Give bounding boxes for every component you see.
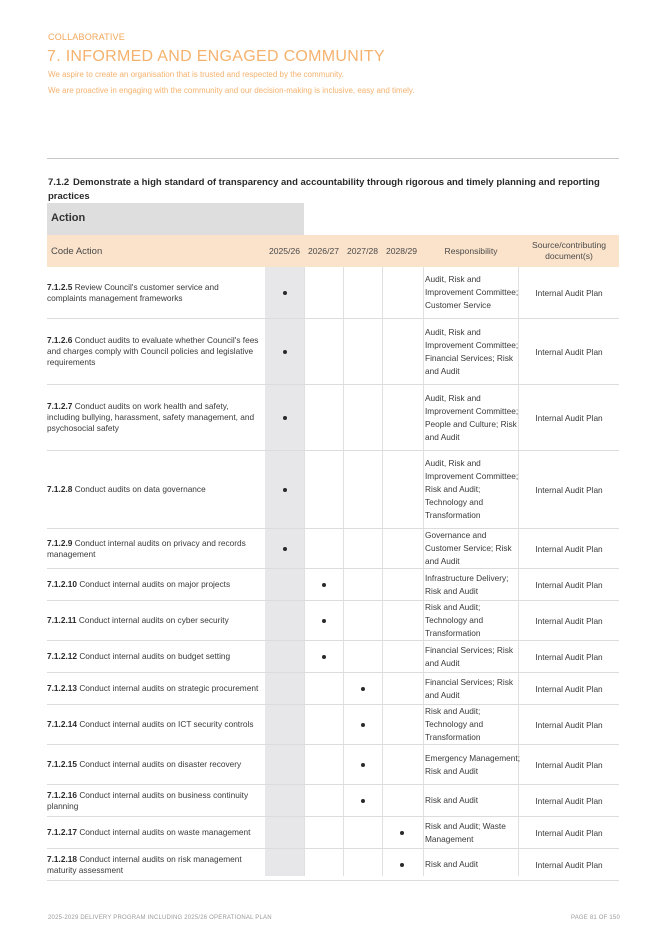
responsibility-text: Audit, Risk and Improvement Committee; Risk and Audit; Technology and Transformation [425, 458, 519, 520]
action-code: 7.1.2.12 [47, 651, 77, 661]
action-label: Conduct internal audits on risk management maturity assessment [47, 853, 242, 875]
strategy-heading [48, 176, 613, 204]
action-text [47, 615, 229, 626]
action-description [47, 673, 259, 704]
responsibility-text: Emergency Management; Risk and Audit [425, 752, 521, 776]
responsibility-cell [425, 745, 521, 784]
action-label: Conduct audits to evaluate whether Council's fees and charges comply with Council policies and legislative requirements [47, 335, 259, 367]
action-label: Conduct internal audits on major projects [79, 579, 231, 589]
delivery-year-marker [361, 799, 365, 803]
action-text [47, 827, 250, 838]
source-document-cell: Internal Audit Plan [535, 484, 603, 495]
column-header-code-action: Code Action [51, 245, 103, 257]
source-document-cell: Internal Audit Plan [535, 543, 603, 554]
table-row [47, 267, 619, 319]
action-code: 7.1.2.17 [47, 827, 77, 837]
action-code: 7.1.2.10 [47, 579, 77, 589]
column-header-year-4: 2028/29 [385, 246, 418, 256]
delivery-year-marker [283, 350, 287, 354]
responsibility-text: Risk and Audit [425, 859, 479, 869]
responsibility-cell [425, 817, 521, 848]
action-code: 7.1.2.7 [47, 401, 73, 411]
table-row [47, 529, 619, 569]
action-description [47, 705, 259, 744]
source-document-cell: Internal Audit Plan [535, 651, 603, 662]
table-row [47, 705, 619, 745]
action-code: 7.1.2.15 [47, 759, 77, 769]
action-label: Review Council's customer service and complaints management frameworks [47, 281, 219, 303]
action-text [47, 538, 259, 560]
delivery-year-marker [400, 831, 404, 835]
action-label: Conduct internal audits on budget setting [79, 651, 231, 661]
action-description [47, 319, 259, 384]
responsibility-cell [425, 385, 521, 450]
delivery-year-marker [322, 583, 326, 587]
responsibility-text: Audit, Risk and Improvement Committee; Customer Service [425, 274, 519, 310]
responsibility-cell [425, 673, 521, 704]
action-label: Conduct internal audits on business continuity planning [47, 789, 249, 811]
source-document-cell: Internal Audit Plan [535, 287, 603, 298]
action-description [47, 267, 259, 318]
action-description [47, 529, 259, 568]
table-row [47, 673, 619, 705]
action-code: 7.1.2.14 [47, 719, 77, 729]
responsibility-cell [425, 569, 521, 600]
action-text [47, 759, 241, 770]
action-code: 7.1.2.9 [47, 537, 73, 548]
delivery-year-marker [283, 488, 287, 492]
source-document-cell: Internal Audit Plan [535, 615, 603, 626]
responsibility-cell [425, 849, 521, 880]
action-text [47, 651, 230, 662]
responsibility-text: Risk and Audit; Technology and Transformation [425, 602, 484, 638]
delivery-year-marker [283, 547, 287, 551]
responsibility-text: Risk and Audit; Technology and Transformation [425, 706, 484, 742]
table-row [47, 785, 619, 817]
delivery-year-marker [322, 655, 326, 659]
action-description [47, 817, 259, 848]
delivery-year-marker [283, 291, 287, 295]
action-label: Conduct audits on data governance [74, 484, 206, 494]
action-text [47, 854, 259, 876]
delivery-year-marker [283, 416, 287, 420]
source-document-cell: Internal Audit Plan [535, 412, 603, 423]
source-document-cell: Internal Audit Plan [535, 795, 603, 806]
responsibility-text: Audit, Risk and Improvement Committee; Financial Services; Risk and Audit [425, 326, 519, 376]
strategy-text: Demonstrate a high standard of transparency and accountability through rigorous and timely planning and reporting practices [48, 177, 600, 202]
action-description [47, 601, 259, 640]
action-label: Conduct internal audits on privacy and records management [47, 537, 246, 559]
responsibility-text: Financial Services; Risk and Audit [425, 644, 514, 668]
delivery-year-marker [361, 687, 365, 691]
action-text [47, 484, 206, 495]
responsibility-text: Risk and Audit; Waste Management [425, 820, 506, 844]
action-label: Conduct internal audits on cyber security [78, 615, 229, 625]
action-code: 7.1.2.11 [47, 615, 77, 625]
table-row [47, 385, 619, 451]
action-text [47, 579, 230, 590]
responsibility-cell [425, 267, 521, 318]
responsibility-cell [425, 451, 521, 528]
table-row [47, 745, 619, 785]
action-label: Conduct audits on work health and safety, including bullying, harassment, safety management, and psychosocial safety [47, 401, 255, 433]
action-text [47, 719, 253, 730]
footer-page-number: PAGE 81 OF 150 [570, 915, 620, 921]
table-row [47, 817, 619, 849]
action-header: Action [47, 203, 304, 235]
column-header-year-1: 2025/26 [268, 246, 301, 256]
action-code: 7.1.2.6 [47, 335, 73, 345]
action-code: 7.1.2.5 [47, 281, 73, 292]
action-description [47, 785, 259, 816]
source-document-cell: Internal Audit Plan [535, 859, 603, 870]
responsibility-cell [425, 529, 521, 568]
delivery-year-marker [361, 763, 365, 767]
responsibility-cell [425, 319, 521, 384]
action-label: Conduct internal audits on disaster recovery [79, 759, 242, 769]
delivery-year-marker [400, 863, 404, 867]
action-label: Conduct internal audits on waste management [79, 827, 251, 837]
column-header-source: Source/contributing document(s) [531, 240, 607, 261]
action-code: 7.1.2.18 [47, 853, 77, 864]
strategy-code: 7.1.2 [48, 177, 70, 188]
action-label: Conduct internal audits on ICT security controls [79, 719, 254, 729]
delivery-year-marker [322, 619, 326, 623]
action-description [47, 385, 259, 450]
responsibility-text: Risk and Audit [425, 795, 479, 805]
column-header-row [47, 235, 619, 267]
action-text [47, 282, 259, 304]
column-header-responsibility: Responsibility [444, 246, 498, 256]
table-row [47, 601, 619, 641]
action-text [47, 401, 259, 434]
source-document-cell: Internal Audit Plan [535, 827, 603, 838]
responsibility-text: Governance and Customer Service; Risk and Audit [425, 530, 512, 566]
action-description [47, 641, 259, 672]
table-row [47, 849, 619, 881]
source-document-cell: Internal Audit Plan [535, 759, 603, 770]
action-code: 7.1.2.13 [47, 683, 77, 693]
responsibility-text: Financial Services; Risk and Audit [425, 676, 514, 700]
responsibility-cell [425, 641, 521, 672]
responsibility-text: Audit, Risk and Improvement Committee; People and Culture; Risk and Audit [425, 392, 519, 442]
action-code: 7.1.2.16 [47, 789, 77, 800]
action-description [47, 451, 259, 528]
column-header-year-2: 2026/27 [307, 246, 340, 256]
table-row [47, 569, 619, 601]
action-label: Conduct internal audits on strategic procurement [79, 683, 259, 693]
action-description [47, 745, 259, 784]
action-description [47, 569, 259, 600]
action-text [47, 790, 259, 812]
source-document-cell: Internal Audit Plan [535, 719, 603, 730]
action-description [47, 849, 259, 880]
aspiration-text-2: We are proactive in engaging with the community and our decision-making is inclusive, easy and timely. [48, 86, 415, 95]
source-document-cell: Internal Audit Plan [535, 579, 603, 590]
footer-document-title: 2025-2029 DELIVERY PROGRAM INCLUDING 2025/26 OPERATIONAL PLAN [48, 915, 272, 921]
action-text [47, 335, 259, 368]
source-document-cell: Internal Audit Plan [535, 683, 603, 694]
responsibility-cell [425, 601, 521, 640]
category-label: COLLABORATIVE [48, 32, 125, 42]
table-row [47, 319, 619, 385]
aspiration-text-1: We aspire to create an organisation that is trusted and respected by the community. [48, 70, 344, 79]
section-divider [47, 158, 619, 159]
action-text [47, 683, 258, 694]
table-row [47, 451, 619, 529]
delivery-year-marker [361, 723, 365, 727]
section-title: 7. INFORMED AND ENGAGED COMMUNITY [47, 48, 385, 65]
action-code: 7.1.2.8 [47, 484, 73, 494]
column-header-year-3: 2027/28 [346, 246, 379, 256]
responsibility-cell [425, 705, 521, 744]
responsibility-cell [425, 785, 521, 816]
responsibility-text: Infrastructure Delivery; Risk and Audit [425, 572, 509, 596]
source-document-cell: Internal Audit Plan [535, 346, 603, 357]
table-row [47, 641, 619, 673]
